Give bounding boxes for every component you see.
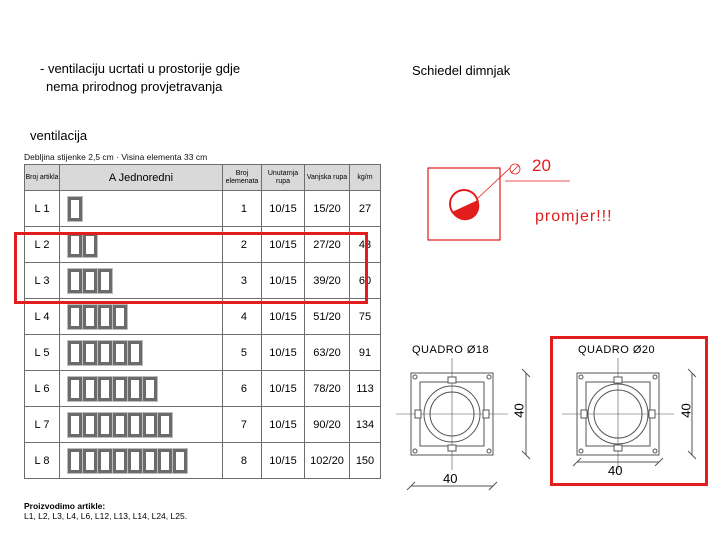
chimney-element-block [128, 341, 142, 365]
cell-weight: 113 [350, 371, 381, 407]
header-count: Broj elemenata [223, 165, 262, 191]
chimney-element-block [68, 413, 82, 437]
cell-outer: 51/20 [305, 299, 350, 335]
cell-weight: 75 [350, 299, 381, 335]
element-blocks [60, 377, 222, 401]
cell-count: 5 [223, 335, 262, 371]
chimney-element-block [113, 305, 127, 329]
cell-outer: 63/20 [305, 335, 350, 371]
cell-blocks [60, 371, 223, 407]
element-blocks [60, 341, 222, 365]
cell-weight: 27 [350, 191, 381, 227]
chimney-element-block [98, 413, 112, 437]
cell-inner: 10/15 [262, 335, 305, 371]
footer-list: L1, L2, L3, L4, L6, L12, L13, L14, L24, L25. [24, 511, 188, 521]
cell-blocks [60, 407, 223, 443]
chimney-section-diagram [420, 150, 600, 250]
table-header-row [25, 165, 381, 191]
quadro-20-dim-horizontal: 40 [608, 463, 623, 478]
cell-count: 1 [223, 191, 262, 227]
ventilation-table [24, 164, 381, 479]
cell-count: 7 [223, 407, 262, 443]
quadro-18-dim-horizontal: 40 [443, 471, 458, 486]
highlight-box-quadro-20 [550, 336, 708, 486]
chimney-element-block [113, 341, 127, 365]
chimney-element-block [143, 413, 157, 437]
cell-weight: 60 [350, 263, 381, 299]
diameter-value: 20 [532, 156, 551, 175]
cell-code: L 7 [25, 407, 60, 443]
header-code: Broj artikla [25, 165, 60, 191]
cell-code: L 4 [25, 299, 60, 335]
cell-inner: 10/15 [262, 191, 305, 227]
cell-count: 8 [223, 443, 262, 479]
chimney-element-block [68, 197, 82, 221]
cell-code: L 6 [25, 371, 60, 407]
cell-inner: 10/15 [262, 227, 305, 263]
chimney-element-block [98, 449, 112, 473]
header-inner: Unutarnja rupa [262, 165, 305, 191]
chimney-element-block [143, 377, 157, 401]
chimney-element-block [83, 449, 97, 473]
chimney-element-block [158, 449, 172, 473]
chimney-element-block [83, 305, 97, 329]
cell-outer: 15/20 [305, 191, 350, 227]
cell-outer: 90/20 [305, 407, 350, 443]
cell-inner: 10/15 [262, 299, 305, 335]
chimney-element-block [83, 413, 97, 437]
highlight-box-rows [14, 232, 368, 304]
cell-blocks [60, 191, 223, 227]
chimney-element-block [113, 377, 127, 401]
cell-inner: 10/15 [262, 443, 305, 479]
diameter-note: promjer!!! [535, 208, 613, 225]
cell-outer: 102/20 [305, 443, 350, 479]
quadro-18-dim-vertical: 40 [511, 403, 527, 418]
chimney-element-block [128, 377, 142, 401]
chimney-element-block [83, 341, 97, 365]
chimney-element-block [98, 305, 112, 329]
cell-outer: 78/20 [305, 371, 350, 407]
cell-blocks [60, 335, 223, 371]
cell-outer: 27/20 [305, 227, 350, 263]
footer-title: Proizvodimo artikle: [24, 501, 106, 511]
chimney-element-block [68, 377, 82, 401]
chimney-element-block [173, 449, 187, 473]
element-blocks [60, 197, 222, 221]
cell-code: L 5 [25, 335, 60, 371]
element-blocks [60, 413, 222, 437]
cell-inner: 10/15 [262, 263, 305, 299]
chimney-element-block [128, 413, 142, 437]
chimney-element-block [98, 377, 112, 401]
chimney-element-block [113, 413, 127, 437]
cell-count: 3 [223, 263, 262, 299]
header-name: A Jednoredni [60, 165, 223, 191]
table-row [25, 371, 381, 407]
table-row [25, 407, 381, 443]
cell-code: L 1 [25, 191, 60, 227]
cell-code: L 2 [25, 227, 60, 263]
table-row [25, 191, 381, 227]
cell-count: 2 [223, 227, 262, 263]
chimney-element-block [68, 305, 82, 329]
chimney-element-block [158, 413, 172, 437]
cell-outer: 39/20 [305, 263, 350, 299]
cell-weight: 43 [350, 227, 381, 263]
cell-weight: 150 [350, 443, 381, 479]
cell-weight: 91 [350, 335, 381, 371]
chimney-element-block [128, 449, 142, 473]
cell-weight: 134 [350, 407, 381, 443]
cell-count: 4 [223, 299, 262, 335]
instruction-line-1: - ventilaciju ucrtati u prostorije gdje [40, 61, 241, 76]
chimney-element-block [113, 449, 127, 473]
quadro-20-dim-vertical: 40 [678, 403, 694, 418]
cell-code: L 3 [25, 263, 60, 299]
schiedel-label: Schiedel dimnjak [412, 63, 511, 78]
chimney-element-block [68, 449, 82, 473]
table-row [25, 443, 381, 479]
cell-inner: 10/15 [262, 371, 305, 407]
cell-code: L 8 [25, 443, 60, 479]
table-row [25, 335, 381, 371]
quadro-20-title: QUADRO Ø20 [578, 344, 656, 356]
chimney-element-block [68, 341, 82, 365]
quadro-18-title: QUADRO Ø18 [412, 344, 490, 356]
element-blocks [60, 449, 222, 473]
instruction-line-2: nema prirodnog provjetravanja [46, 79, 223, 94]
chimney-element-block [98, 341, 112, 365]
ventilacija-label: ventilacija [30, 128, 88, 143]
table-caption: Debljina stijenke 2,5 cm · Visina elementa 33 cm [24, 152, 208, 162]
quadro-18-drawing [396, 358, 546, 498]
cell-count: 6 [223, 371, 262, 407]
chimney-element-block [143, 449, 157, 473]
cell-blocks [60, 443, 223, 479]
cell-inner: 10/15 [262, 407, 305, 443]
element-blocks [60, 305, 222, 329]
header-outer: Vanjska rupa [305, 165, 350, 191]
header-weight: kg/m [350, 165, 381, 191]
chimney-element-block [83, 377, 97, 401]
